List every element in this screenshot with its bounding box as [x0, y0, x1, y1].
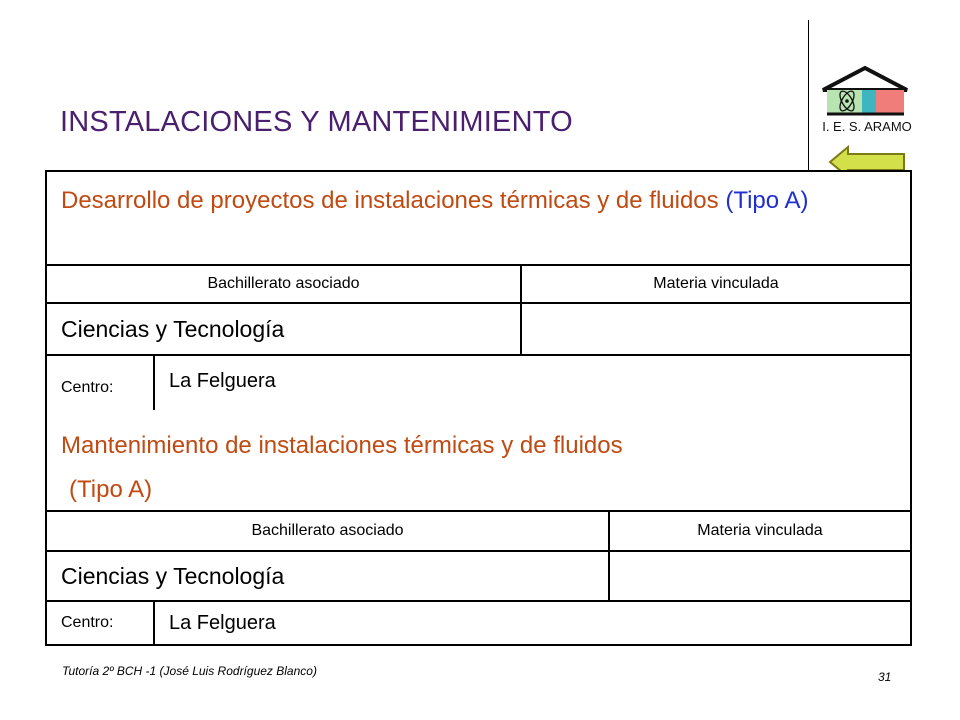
- materia-value: [608, 552, 910, 600]
- course-tipo: (Tipo A): [69, 476, 153, 503]
- school-logo: [815, 60, 920, 138]
- course-title: [61, 424, 896, 512]
- bachillerato-value: Ciencias y Tecnología: [61, 315, 285, 342]
- centro-value: La Felguera: [153, 602, 910, 644]
- bachillerato-value: Ciencias y Tecnología: [61, 562, 285, 589]
- col-bachillerato-header: Bachillerato asociado: [207, 275, 360, 292]
- col-bachillerato-header: Bachillerato asociado: [251, 522, 404, 539]
- logo-text: I. E. S. ARAMO: [822, 119, 912, 134]
- centro-row: [47, 354, 910, 410]
- table-data-row: [47, 550, 910, 600]
- materia-value: [520, 304, 910, 354]
- course-title-row: [47, 410, 910, 510]
- course-title-main: Desarrollo de proyectos de instalaciones térmicas y de fluidos: [61, 187, 719, 214]
- centro-row: [47, 600, 910, 644]
- course-title: [61, 185, 896, 217]
- table-header-row: [47, 264, 910, 302]
- table-header-row: [47, 510, 910, 550]
- centro-label: Centro:: [61, 379, 114, 396]
- course-title-row: [47, 172, 910, 264]
- table-data-row: [47, 302, 910, 354]
- page-title: INSTALACIONES Y MANTENIMIENTO: [60, 106, 573, 138]
- course-block-2: [45, 410, 912, 646]
- course-block-1: [45, 170, 912, 412]
- page-number: 31: [878, 670, 892, 684]
- col-materia-header: Materia vinculada: [520, 266, 910, 302]
- footer-author: Tutoría 2º BCH -1 (José Luis Rodríguez Blanco): [62, 664, 317, 678]
- col-materia-header: Materia vinculada: [608, 512, 910, 550]
- course-tipo: (Tipo A): [725, 187, 809, 214]
- centro-label: Centro:: [61, 614, 114, 631]
- centro-value: La Felguera: [153, 356, 910, 410]
- course-title-main: Mantenimiento de instalaciones térmicas y de fluidos: [61, 432, 623, 459]
- header-divider-line: [808, 20, 809, 180]
